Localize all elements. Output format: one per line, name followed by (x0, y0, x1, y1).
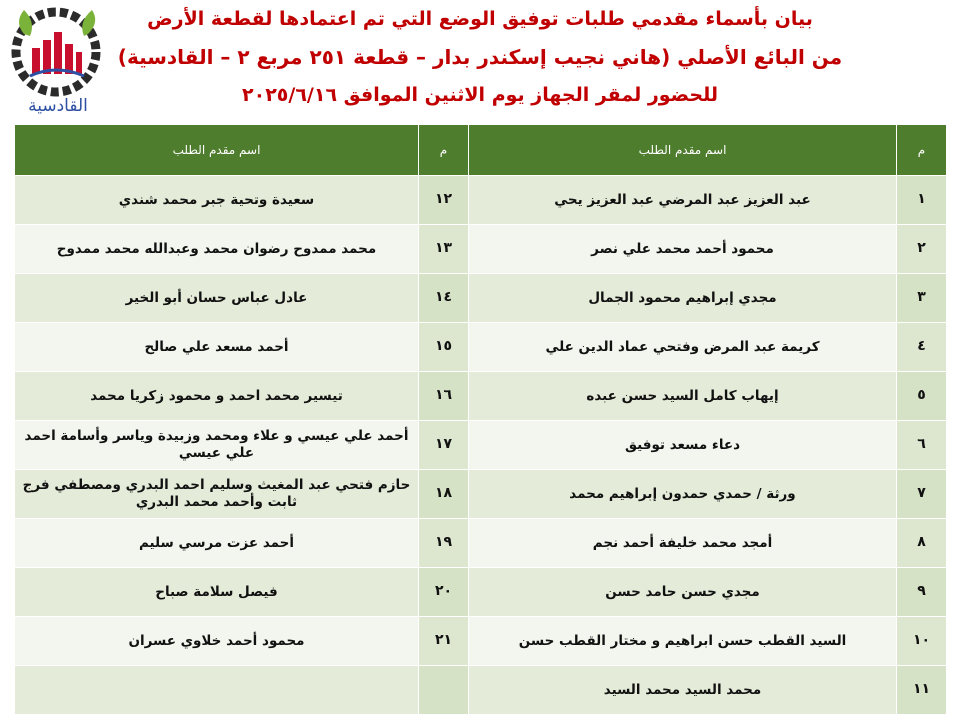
row-number: ٦ (897, 421, 947, 470)
row-number: ١ (897, 176, 947, 225)
applicant-name: ورثة / حمدي حمدون إبراهيم محمد (469, 470, 897, 519)
applicant-name: سعيدة وتحية جبر محمد شندي (15, 176, 419, 225)
applicant-name: محمد ممدوح رضوان محمد وعبدالله محمد ممدوح (15, 225, 419, 274)
applicant-name: أحمد علي عيسي و علاء ومحمد وزبيدة وياسر وأسامة احمد علي عيسي (15, 421, 419, 470)
table-row (15, 568, 947, 617)
table-row (15, 225, 947, 274)
table-row (15, 323, 947, 372)
applicant-name: دعاء مسعد توفيق (469, 421, 897, 470)
applicant-name: السيد القطب حسن ابراهيم و مختار القطب حسن (469, 617, 897, 666)
table-row (15, 666, 947, 715)
row-number: ٢ (897, 225, 947, 274)
header-num-right: م (897, 125, 947, 176)
row-number: ١٣ (419, 225, 469, 274)
row-number: ١٩ (419, 519, 469, 568)
row-number: ١٦ (419, 372, 469, 421)
row-number: ١٠ (897, 617, 947, 666)
header-name-right: اسم مقدم الطلب (469, 125, 897, 176)
applicant-name: إيهاب كامل السيد حسن عبده (469, 372, 897, 421)
applicant-name: عادل عباس حسان أبو الخير (15, 274, 419, 323)
applicant-name (15, 666, 419, 715)
applicant-name: مجدي حسن حامد حسن (469, 568, 897, 617)
applicant-name: كريمة عبد المرض وفتحي عماد الدين علي (469, 323, 897, 372)
applicants-table (14, 124, 947, 715)
applicant-name: محمود أحمد محمد علي نصر (469, 225, 897, 274)
logo-caption: القادسية (28, 96, 88, 116)
table-row (15, 274, 947, 323)
applicant-name: فيصل سلامة صباح (15, 568, 419, 617)
table-row (15, 470, 947, 519)
table-row (15, 617, 947, 666)
row-number: ٢٠ (419, 568, 469, 617)
row-number: ٤ (897, 323, 947, 372)
applicant-name: حازم فتحي عبد المغيث وسليم احمد البدري ومصطفي فرج ثابت وأحمد محمد البدري (15, 470, 419, 519)
title-line-3: للحضور لمقر الجهاز يوم الاثنين الموافق ٢٠٢٥/٦/١٦ (242, 84, 718, 106)
row-number: ٥ (897, 372, 947, 421)
row-number (419, 666, 469, 715)
row-number: ١٧ (419, 421, 469, 470)
page-header (0, 0, 960, 122)
header-name-left: اسم مقدم الطلب (15, 125, 419, 176)
row-number: ١٥ (419, 323, 469, 372)
table-header-row (15, 125, 947, 176)
title-line-1: بيان بأسماء مقدمي طلبات توفيق الوضع التي تم اعتمادها لقطعة الأرض (147, 8, 813, 30)
applicant-name: أحمد عزت مرسي سليم (15, 519, 419, 568)
applicant-name: محمود أحمد خلاوي عسران (15, 617, 419, 666)
row-number: ١٤ (419, 274, 469, 323)
row-number: ١٢ (419, 176, 469, 225)
table-row (15, 176, 947, 225)
table-row (15, 421, 947, 470)
applicant-name: محمد السيد محمد السيد (469, 666, 897, 715)
row-number: ٨ (897, 519, 947, 568)
row-number: ٩ (897, 568, 947, 617)
row-number: ١٨ (419, 470, 469, 519)
applicant-name: مجدي إبراهيم محمود الجمال (469, 274, 897, 323)
row-number: ١١ (897, 666, 947, 715)
table-row (15, 519, 947, 568)
applicant-name: أمجد محمد خليفة أحمد نجم (469, 519, 897, 568)
header-num-left: م (419, 125, 469, 176)
row-number: ٣ (897, 274, 947, 323)
title-line-2: من البائع الأصلي (هاني نجيب إسكندر بدار – قطعة ٢٥١ مربع ٢ – القادسية) (117, 45, 843, 69)
applicant-name: تيسير محمد احمد و محمود زكريا محمد (15, 372, 419, 421)
applicant-name: عبد العزيز عبد المرضي عبد العزيز يحي (469, 176, 897, 225)
table-row (15, 372, 947, 421)
row-number: ٢١ (419, 617, 469, 666)
applicant-name: أحمد مسعد علي صالح (15, 323, 419, 372)
row-number: ٧ (897, 470, 947, 519)
